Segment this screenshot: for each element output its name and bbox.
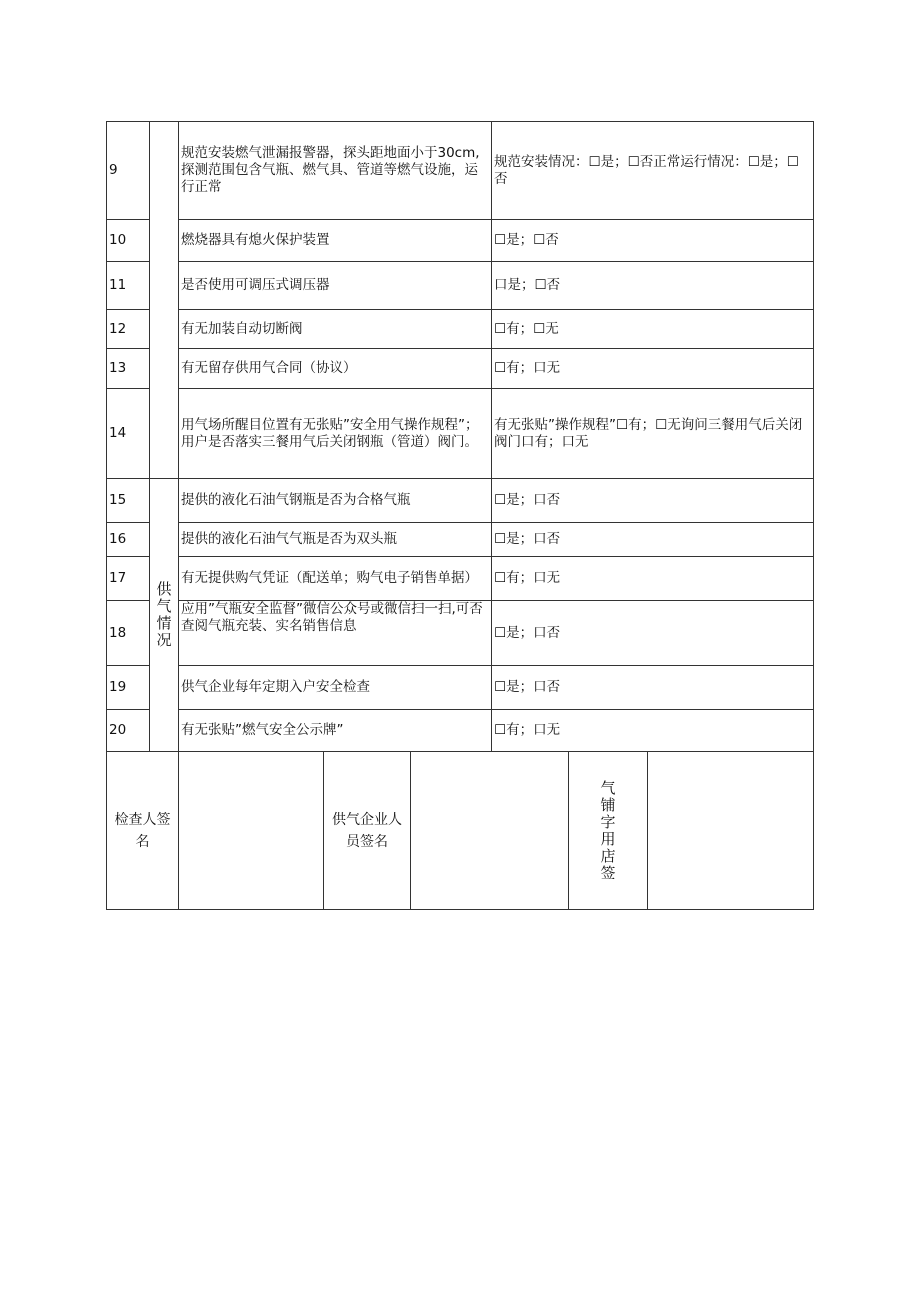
supplier-sign-label-cell: [324, 752, 411, 910]
table-row: [107, 523, 814, 557]
table-row: [107, 389, 814, 479]
row-number: 11: [107, 262, 150, 310]
table-row: [107, 666, 814, 710]
row-item: 有无加装自动切断阀: [179, 310, 492, 349]
inspection-table: [106, 121, 814, 752]
row-item: 供气企业每年定期入户安全检查: [179, 666, 492, 710]
row-number: 10: [107, 220, 150, 262]
category-cell-2: [150, 479, 179, 752]
row-item: 有无张贴”燃气安全公示牌”: [179, 710, 492, 752]
table-row: [107, 557, 814, 601]
row-item: 燃烧器具有熄火保护装置: [179, 220, 492, 262]
row-answer: ☐有；口无: [492, 710, 814, 752]
table-row: [107, 220, 814, 262]
row-item: 用气场所醒目位置有无张贴”安全用气操作规程”；用户是否落实三餐用气后关闭钢瓶（管道）阀门。: [179, 389, 492, 479]
row-number: 12: [107, 310, 150, 349]
table-row: [107, 479, 814, 523]
row-number: 13: [107, 349, 150, 389]
row-item: 规范安装燃气泄漏报警器，探头距地面小于30cm,探测范围包含气瓶、燃气具、管道等燃气设施，运行正常: [179, 122, 492, 220]
row-number: 9: [107, 122, 150, 220]
row-item: 有无提供购气凭证（配送单；购气电子销售单据）: [179, 557, 492, 601]
row-answer: ☐有；☐无: [492, 310, 814, 349]
row-number: 17: [107, 557, 150, 601]
row-answer: ☐是；口否: [492, 479, 814, 523]
inspector-sign-label-cell: [107, 752, 179, 910]
shop-sign-label: 气铺字用店签: [600, 778, 616, 882]
row-answer: 规范安装情况：☐是；☐否正常运行情况：☐是；☐否: [492, 122, 814, 220]
row-number: 19: [107, 666, 150, 710]
table-row: [107, 262, 814, 310]
signature-row: [107, 752, 814, 910]
row-number: 20: [107, 710, 150, 752]
table-row: [107, 601, 814, 666]
table-row: [107, 710, 814, 752]
row-number: 16: [107, 523, 150, 557]
row-answer: 有无张贴”操作规程”☐有；☐无询问三餐用气后关闭阀门口有；口无: [492, 389, 814, 479]
category-cell-1: [150, 122, 179, 479]
row-answer: ☐有；口无: [492, 557, 814, 601]
row-answer: ☐是；口否: [492, 666, 814, 710]
shop-sign-label-cell: [569, 752, 648, 910]
inspector-sign-field[interactable]: [179, 752, 324, 910]
supplier-sign-label: 供气企业人员签名: [332, 811, 402, 850]
row-number: 15: [107, 479, 150, 523]
row-answer: 口是；☐否: [492, 262, 814, 310]
inspector-sign-label: 检查人签名: [114, 811, 171, 850]
supplier-sign-field[interactable]: [411, 752, 569, 910]
table-row: [107, 122, 814, 220]
row-answer: ☐是；☐否: [492, 220, 814, 262]
row-number: 18: [107, 601, 150, 666]
row-item: 应用”气瓶安全监督”微信公众号或微信扫一扫,可否查阅气瓶充装、实名销售信息: [179, 601, 492, 666]
row-item: 有无留存供用气合同（协议）: [179, 349, 492, 389]
row-answer: ☐是；口否: [492, 601, 814, 666]
row-item: 是否使用可调压式调压器: [179, 262, 492, 310]
shop-sign-field[interactable]: [648, 752, 814, 910]
category-label: 供气情况: [156, 580, 172, 649]
row-item: 提供的液化石油气钢瓶是否为合格气瓶: [179, 479, 492, 523]
row-answer: ☐是；口否: [492, 523, 814, 557]
row-answer: ☐有；口无: [492, 349, 814, 389]
row-number: 14: [107, 389, 150, 479]
signature-table: [106, 751, 814, 910]
row-item: 提供的液化石油气气瓶是否为双头瓶: [179, 523, 492, 557]
table-row: [107, 349, 814, 389]
table-row: [107, 310, 814, 349]
